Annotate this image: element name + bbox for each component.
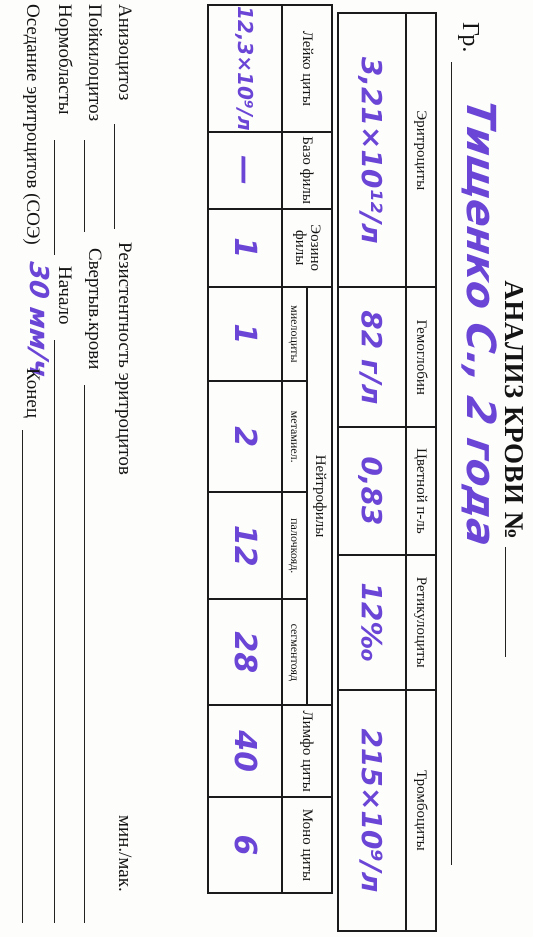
value-color-index: 0,83: [338, 427, 406, 555]
header-leukocytes: Лейко циты: [282, 5, 332, 132]
value-leukocytes: 12,3×10⁹/л: [208, 5, 282, 132]
clotting-blank: [84, 385, 85, 923]
clotting-start-label: Начало: [54, 266, 75, 325]
esr-label: Оседание эритроцитов (СОЭ): [22, 4, 43, 245]
value-monocytes: 6: [208, 797, 282, 893]
value-metamyelocytes: 2: [208, 381, 282, 492]
form-number-blank: [505, 547, 526, 657]
leukocyte-formula-table: [207, 4, 333, 894]
header-segmented-neutrophils: сегментояд: [282, 599, 307, 705]
normoblasts-label: Нормобласты: [54, 4, 75, 115]
normoblasts-blank: [54, 140, 55, 255]
clotting-start-blank: [54, 340, 55, 923]
patient-name-underline: [451, 62, 453, 865]
header-metamyelocytes: метамиел.: [282, 381, 307, 492]
value-band-neutrophils: 12: [208, 492, 282, 599]
form-title: АНАЛИЗ КРОВИ №: [498, 0, 529, 937]
anisocytosis-blank: [114, 124, 115, 229]
poikilocytosis-blank: [84, 140, 85, 232]
value-platelets: 215×10⁹/л: [338, 690, 406, 931]
header-platelets: Тромбоциты: [406, 690, 436, 931]
value-eosinophils: 1: [208, 209, 282, 287]
resistance-label: Резистентность эритроцитов: [114, 242, 135, 475]
value-reticulocytes: 12‰: [338, 555, 406, 690]
header-eosinophils: Эозино филы: [282, 209, 332, 287]
header-myelocytes: миелоциты: [282, 287, 307, 381]
header-reticulocytes: Ретикулоциты: [406, 555, 436, 690]
patient-name-handwritten: Тищенко С., 2 года: [457, 96, 503, 550]
header-monocytes: Моно циты: [282, 797, 332, 893]
header-hemoglobin: Гемоглобин: [406, 287, 436, 427]
header-neutrophils: Нейтрофилы: [307, 287, 332, 706]
table1-header-row: [406, 13, 436, 931]
esr-value-handwritten: 30 мм/ч: [23, 259, 53, 380]
header-band-neutrophils: палочкояд.: [282, 492, 307, 599]
value-lymphocytes: 40: [208, 705, 282, 796]
value-segmented-neutrophils: 28: [208, 599, 282, 705]
value-hemoglobin: 82 г/л: [338, 287, 406, 427]
value-myelocytes: 1: [208, 287, 282, 381]
clotting-label: Свертыв.крови: [84, 248, 105, 370]
table1-value-row: [338, 13, 406, 931]
header-color-index: Цветной п-ль: [406, 427, 436, 555]
poikilocytosis-label: Пойкилоцитоз: [84, 4, 105, 122]
anisocytosis-label: Анизоцитоз: [114, 4, 135, 101]
blood-indices-table: [337, 12, 437, 932]
value-erythrocytes: 3,21×10¹²/л: [338, 13, 406, 287]
table2-header-row-1: [307, 5, 332, 893]
table2-value-row: [208, 5, 282, 893]
header-lymphocytes: Лимфо циты: [282, 705, 332, 796]
value-basophils: —: [208, 132, 282, 209]
clotting-end-label: Конец: [22, 368, 43, 418]
clotting-end-blank: [22, 430, 23, 923]
minmax-label: мин./мак.: [114, 815, 135, 892]
header-basophils: Базо филы: [282, 132, 332, 209]
patient-prefix: Гр.: [457, 22, 483, 53]
header-erythrocytes: Эритроциты: [406, 13, 436, 287]
